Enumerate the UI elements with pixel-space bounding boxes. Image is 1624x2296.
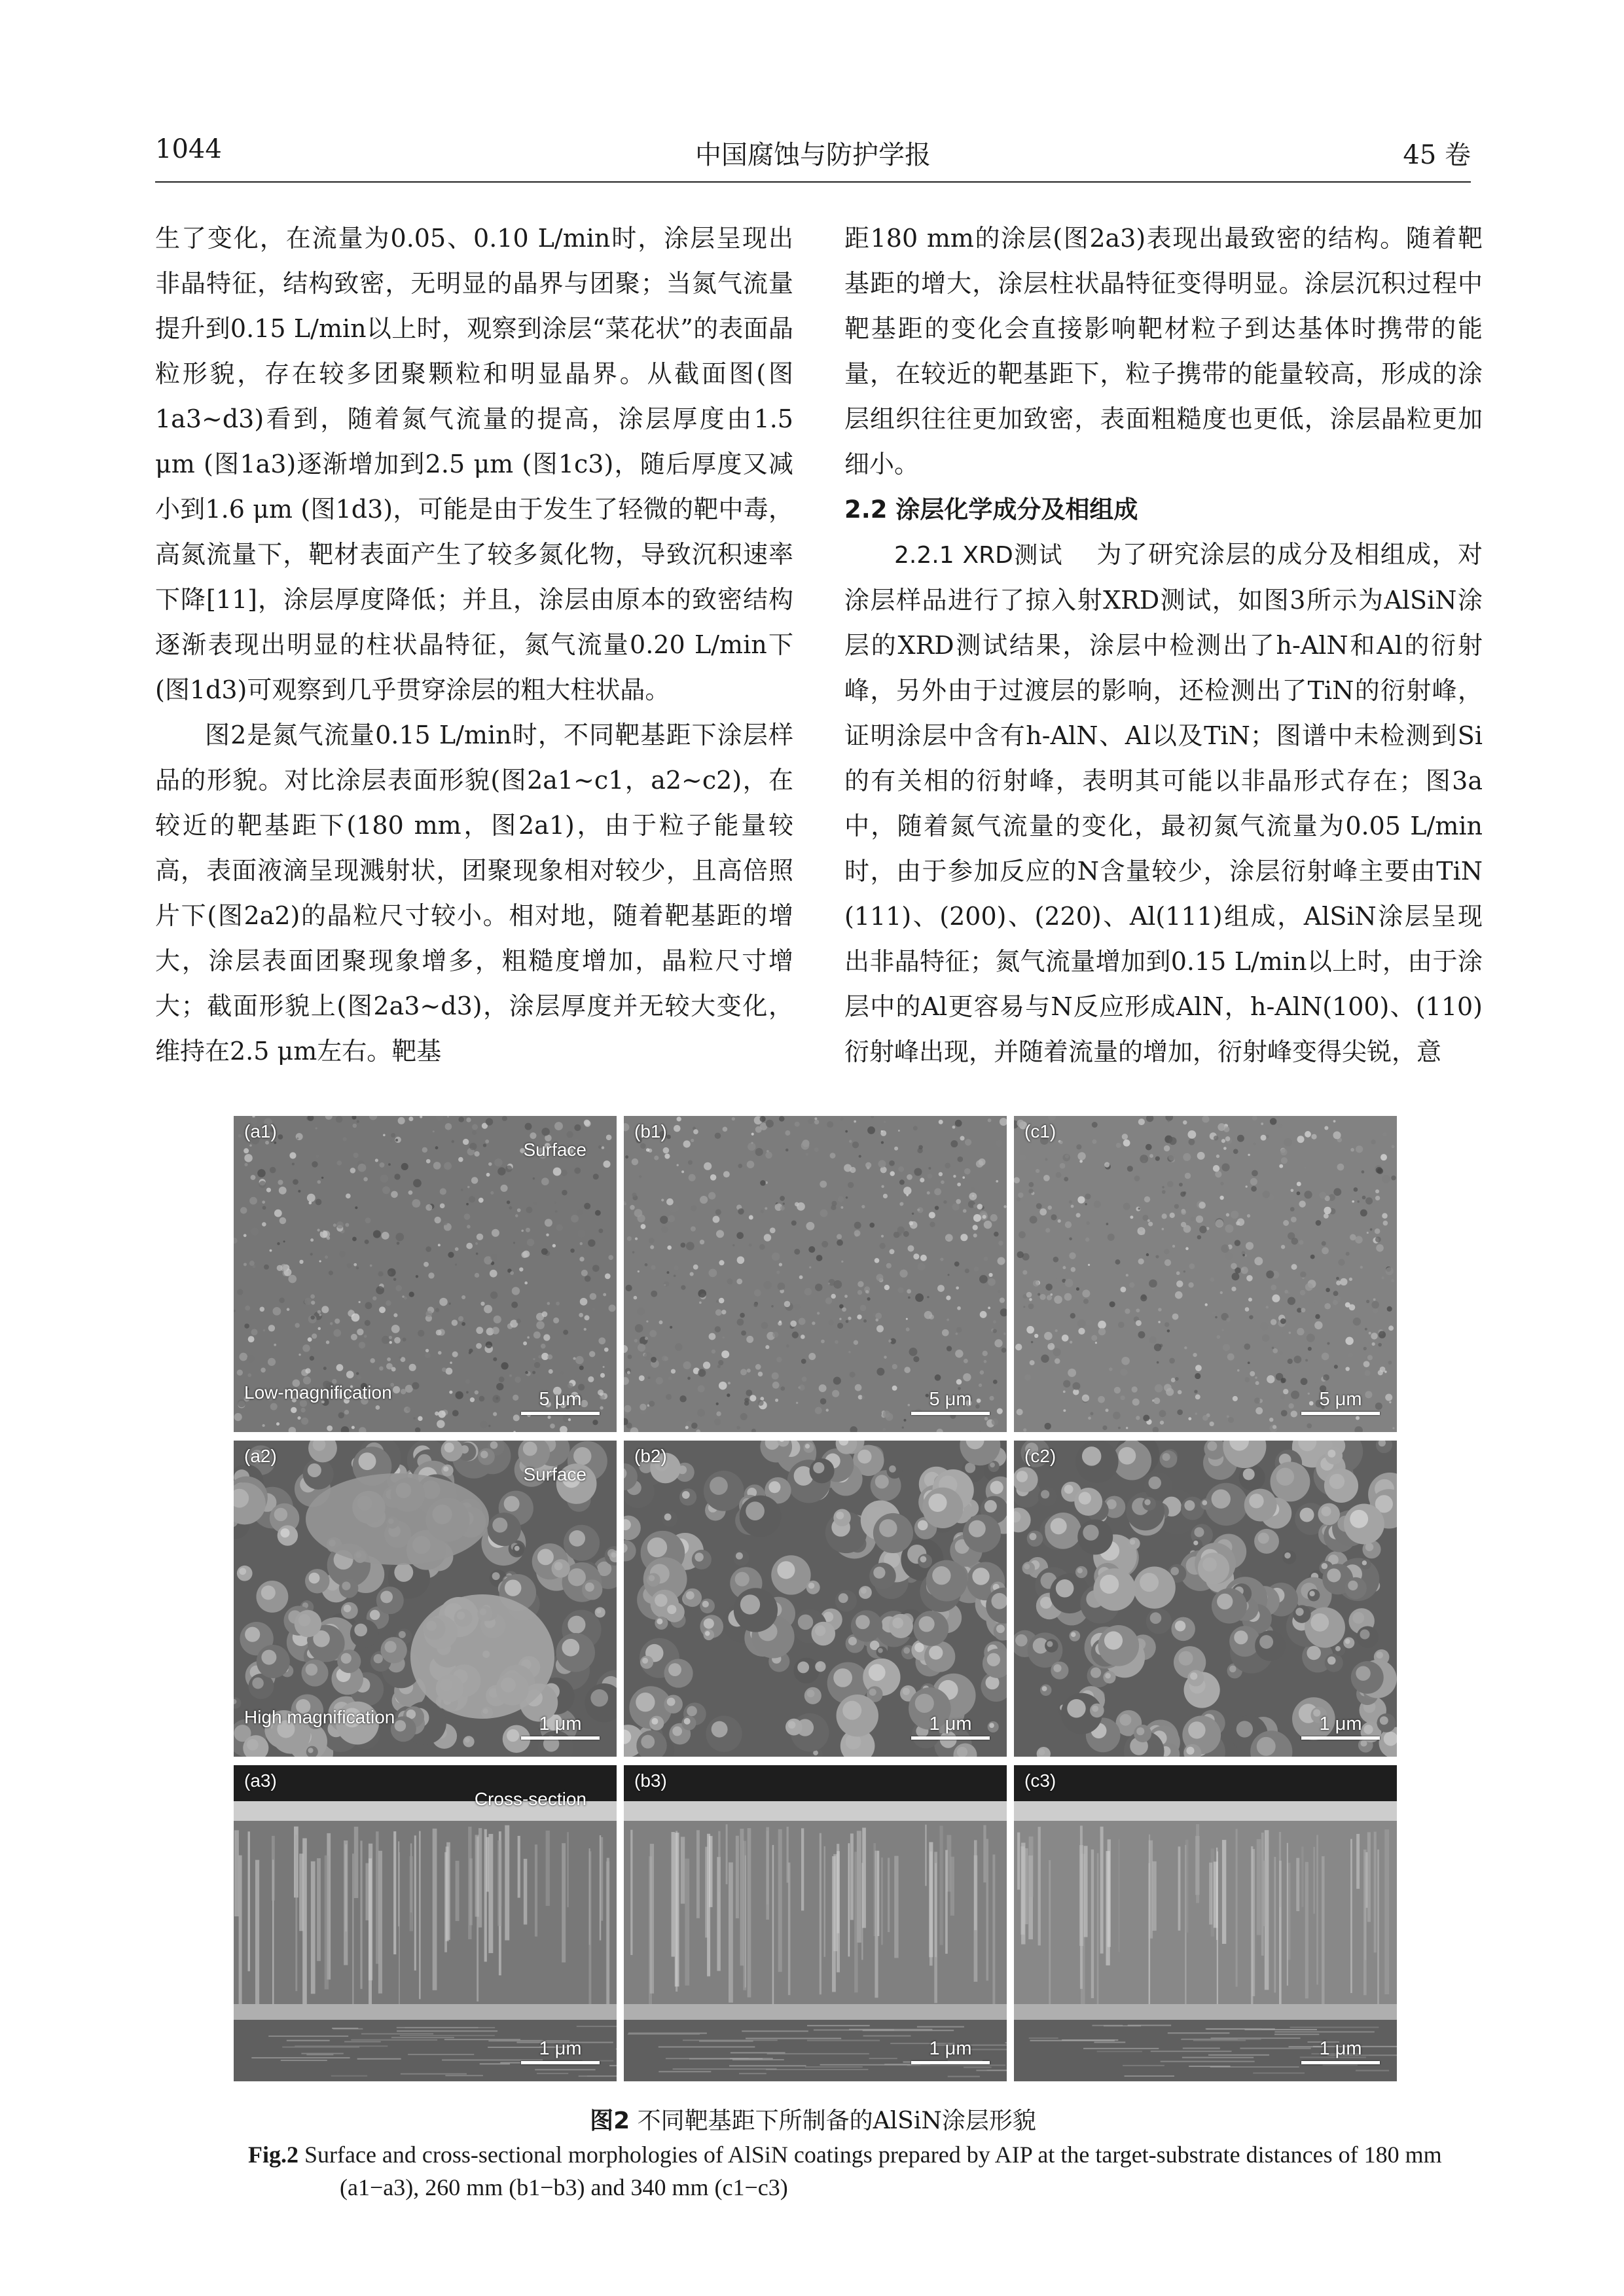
caption-chinese	[155, 2104, 1471, 2138]
right-column	[844, 216, 1483, 1075]
scale-bar	[911, 2038, 990, 2064]
sem-image	[624, 1441, 1007, 1757]
sem-panel	[1014, 1441, 1397, 1757]
scale-bar	[1301, 2038, 1380, 2064]
figure-number: 图2	[590, 2108, 630, 2134]
sem-panel	[234, 1116, 617, 1432]
sem-panel	[624, 1765, 1007, 2081]
scale-label: 1 μm	[1319, 1713, 1362, 1734]
scale-bar	[521, 2038, 600, 2064]
scale-bar	[911, 1713, 990, 1740]
sem-image	[234, 1765, 617, 2081]
scale-bar	[911, 1389, 990, 1415]
sem-panel	[624, 1441, 1007, 1757]
sem-figure	[234, 1116, 1397, 2087]
scale-label: 1 μm	[1319, 2038, 1362, 2059]
volume-number: 45 卷	[1403, 140, 1471, 170]
panel-label: (b3)	[634, 1770, 667, 1791]
scale-bar	[1301, 1389, 1380, 1415]
sem-image	[1014, 1116, 1397, 1432]
panel-description: Surface	[523, 1139, 586, 1160]
panel-description: Cross-section	[474, 1789, 586, 1809]
panel-label: (a2)	[244, 1446, 277, 1466]
scale-label: 1 μm	[929, 2038, 972, 2059]
scale-label: 5 μm	[929, 1389, 972, 1410]
caption-text: Surface and cross-sectional morphologies of AlSiN coatings prepared by AIP at the target-substrate distances of 180 mm (a1−a3), 260 mm (b1−b3) and 340 mm (c1−c3)	[304, 2142, 1442, 2200]
figure-number: Fig.2	[248, 2142, 298, 2168]
sem-panel	[1014, 1765, 1397, 2081]
left-column	[155, 216, 793, 1074]
journal-title: 中国腐蚀与防护学报	[695, 140, 931, 170]
page-number: 1044	[155, 134, 222, 164]
sem-image	[1014, 1441, 1397, 1757]
scale-label: 5 μm	[539, 1389, 582, 1410]
caption-text: 不同靶基距下所制备的AlSiN涂层形貌	[637, 2108, 1036, 2134]
scale-bar	[521, 1389, 600, 1415]
paragraph	[844, 532, 1483, 1075]
scale-bar	[521, 1713, 600, 1740]
sem-panel	[624, 1116, 1007, 1432]
paragraph-text: 为了研究涂层的成分及相组成，对涂层样品进行了掠入射XRD测试，如图3所示为AlSiN涂层的XRD测试结果，涂层中检测出了h-AlN和Al的衍射峰，另外由于过渡层的影响，还检测出了TiN的衍射峰，证明涂层中含有h-AlN、Al以及TiN；图谱中未检测到Si的有关相的衍射峰，表明其可能以非晶形式存在；图3a中，随着氮气流量的变化，最初氮气流量为0.05 L/min时，由于参加反应的N含量较少，涂层衍射峰主要由TiN (111)、(200)、(220)、Al(111)组成，AlSiN涂层呈现出非晶特征；氮气流量增加到0.15 L/min以上时，由于涂层中的Al更容易与N反应形成AlN，h-AlN(100)、(110)衍射峰出现，并随着流量的增加，衍射峰变得尖锐，意	[844, 540, 1483, 1066]
scale-label: 1 μm	[539, 2038, 582, 2059]
scale-bar	[1301, 1713, 1380, 1740]
sem-image	[624, 1765, 1007, 2081]
sem-panel	[234, 1441, 617, 1757]
magnification-label: Low-magnification	[244, 1382, 392, 1403]
panel-label: (c3)	[1024, 1770, 1056, 1791]
magnification-label: High magnification	[244, 1707, 395, 1727]
panel-label: (a3)	[244, 1770, 277, 1791]
running-header	[155, 134, 1471, 183]
sem-image	[624, 1116, 1007, 1432]
sem-panel	[1014, 1116, 1397, 1432]
paragraph: 距180 mm的涂层(图2a3)表现出最致密的结构。随着靶基距的增大，涂层柱状晶特征变得明显。涂层沉积过程中靶基距的变化会直接影响靶材粒子到达基体时携带的能量，在较近的靶基距下，粒子携带的能量较高，形成的涂层组织往往更加致密，表面粗糙度也更低，涂层晶粒更加细小。	[844, 224, 1483, 478]
sem-panel	[234, 1765, 617, 2081]
panel-label: (c1)	[1024, 1121, 1056, 1141]
caption-english	[248, 2138, 1451, 2204]
panel-label: (c2)	[1024, 1446, 1056, 1466]
sem-image	[1014, 1765, 1397, 2081]
scale-label: 1 μm	[539, 1713, 582, 1734]
section-heading: 2.2 涂层化学成分及相组成	[844, 495, 1138, 524]
figure-caption	[155, 2104, 1471, 2204]
panel-label: (a1)	[244, 1121, 277, 1141]
panel-label: (b2)	[634, 1446, 667, 1466]
scale-label: 5 μm	[1319, 1389, 1362, 1410]
panel-description: Surface	[523, 1464, 586, 1484]
paragraph: 生了变化，在流量为0.05、0.10 L/min时，涂层呈现出非晶特征，结构致密，无明显的晶界与团聚；当氮气流量提升到0.15 L/min以上时，观察到涂层“菜花状”的表面晶粒形貌，存在较多团聚颗粒和明显晶界。从截面图(图1a3~d3)看到，随着氮气流量的提高，涂层厚度由1.5 μm (图1a3)逐渐增加到2.5 μm (图1c3)，随后厚度又减小到1.6 μm (图1d3)，可能是由于发生了轻微的靶中毒，高氮流量下，靶材表面产生了较多氮化物，导致沉积速率下降[11]，涂层厚度降低；并且，涂层由原本的致密结构逐渐表现出明显的柱状晶特征，氮气流量0.20 L/min下(图1d3)可观察到几乎贯穿涂层的粗大柱状晶。	[155, 224, 793, 704]
subsection-heading: 2.2.1 XRD测试	[894, 542, 1064, 569]
panel-label: (b1)	[634, 1121, 667, 1141]
scale-label: 1 μm	[929, 1713, 972, 1734]
paragraph: 图2是氮气流量0.15 L/min时，不同靶基距下涂层样品的形貌。对比涂层表面形貌(图2a1~c1，a2~c2)，在较近的靶基距下(180 mm，图2a1)，由于粒子能量较高，表面液滴呈现溅射状，团聚现象相对较少，且高倍照片下(图2a2)的晶粒尺寸较小。相对地，随着靶基距的增大，涂层表面团聚现象增多，粗糙度增加，晶粒尺寸增大；截面形貌上(图2a3~d3)，涂层厚度并无较大变化，维持在2.5 μm左右。靶基	[155, 721, 793, 1066]
